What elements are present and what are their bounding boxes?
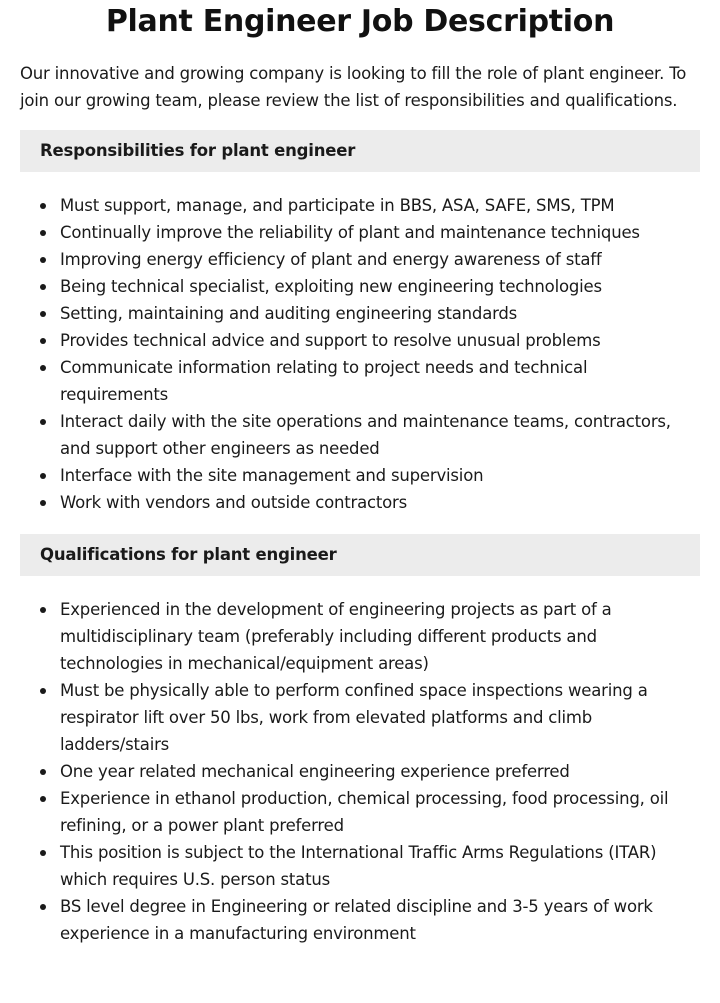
- list-item: [20, 677, 700, 758]
- list-item-text: Provides technical advice and support to resolve unusual problems: [60, 331, 601, 350]
- qualifications-list: [20, 596, 700, 947]
- list-item: [20, 273, 700, 300]
- bullet-icon: [40, 257, 46, 263]
- list-item: [20, 408, 700, 462]
- list-item: [20, 489, 700, 516]
- list-item-text: One year related mechanical engineering experience preferred: [60, 762, 570, 781]
- list-item-text: Experienced in the development of engineering projects as part of a multidisciplinary team (preferably including different products and technologies in mechanical/equipment areas): [60, 600, 612, 673]
- list-item: [20, 839, 700, 893]
- list-item: [20, 893, 700, 947]
- bullet-icon: [40, 311, 46, 317]
- list-item-text: Interface with the site management and supervision: [60, 466, 484, 485]
- bullet-icon: [40, 500, 46, 506]
- list-item-text: Improving energy efficiency of plant and energy awareness of staff: [60, 250, 602, 269]
- list-item-text: Being technical specialist, exploiting new engineering technologies: [60, 277, 602, 296]
- list-item-text: Work with vendors and outside contractors: [60, 493, 408, 512]
- list-item: [20, 462, 700, 489]
- list-item-text: This position is subject to the International Traffic Arms Regulations (ITAR) which requires U.S. person status: [60, 843, 657, 889]
- bullet-icon: [40, 904, 46, 910]
- intro-paragraph: Our innovative and growing company is looking to fill the role of plant engineer. To join our growing team, please review the list of responsibilities and qualifications.: [20, 64, 687, 110]
- bullet-icon: [40, 850, 46, 856]
- bullet-icon: [40, 419, 46, 425]
- bullet-icon: [40, 607, 46, 613]
- list-item-text: Continually improve the reliability of plant and maintenance techniques: [60, 223, 640, 242]
- bullet-icon: [40, 230, 46, 236]
- list-item-text: Interact daily with the site operations and maintenance teams, contractors, and support other engineers as needed: [60, 412, 671, 458]
- bullet-icon: [40, 203, 46, 209]
- qualifications-header: Qualifications for plant engineer: [20, 534, 700, 576]
- list-item: [20, 327, 700, 354]
- list-item-text: Must be physically able to perform confined space inspections wearing a respirator lift over 50 lbs, work from elevated platforms and climb ladders/stairs: [60, 681, 648, 754]
- bullet-icon: [40, 769, 46, 775]
- list-item: [20, 354, 700, 408]
- list-item: [20, 246, 700, 273]
- bullet-icon: [40, 688, 46, 694]
- list-item-text: Communicate information relating to project needs and technical requirements: [60, 358, 588, 404]
- bullet-icon: [40, 284, 46, 290]
- bullet-icon: [40, 473, 46, 479]
- list-item-text: Experience in ethanol production, chemical processing, food processing, oil refining, or a power plant preferred: [60, 789, 669, 835]
- responsibilities-list: [20, 192, 700, 516]
- list-item: [20, 300, 700, 327]
- list-item: [20, 758, 700, 785]
- list-item: [20, 192, 700, 219]
- bullet-icon: [40, 796, 46, 802]
- list-item-text: Setting, maintaining and auditing engineering standards: [60, 304, 518, 323]
- bullet-icon: [40, 338, 46, 344]
- bullet-icon: [40, 365, 46, 371]
- list-item-text: Must support, manage, and participate in BBS, ASA, SAFE, SMS, TPM: [60, 196, 615, 215]
- responsibilities-header: Responsibilities for plant engineer: [20, 130, 700, 172]
- list-item: [20, 596, 700, 677]
- list-item: [20, 219, 700, 246]
- page-title: Plant Engineer Job Description: [105, 4, 615, 39]
- list-item: [20, 785, 700, 839]
- list-item-text: BS level degree in Engineering or related discipline and 3-5 years of work experience in a manufacturing environment: [60, 897, 653, 943]
